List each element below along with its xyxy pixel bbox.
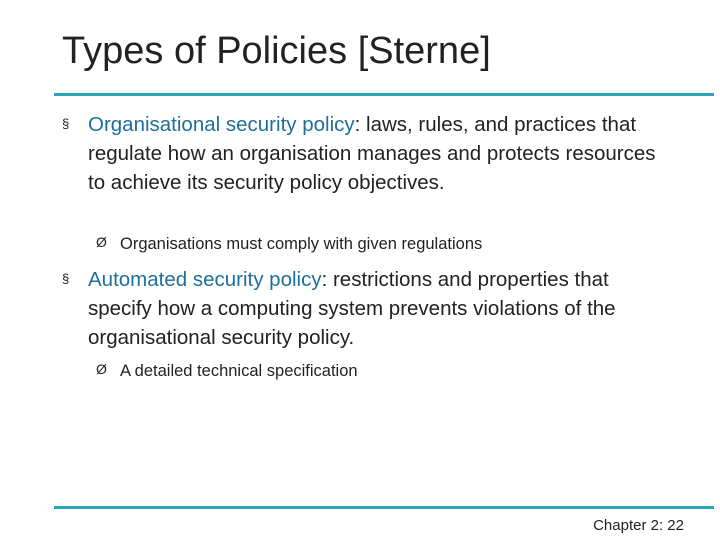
bullet-automated-policy <box>62 265 662 352</box>
sub-bullet-comply <box>96 233 656 255</box>
bullet-term: Organisational security policy <box>88 113 355 136</box>
sub-bullet-arrow-icon: Ø <box>96 361 107 377</box>
footer-divider <box>54 506 714 509</box>
bullet-organisational-policy <box>62 110 662 197</box>
sub-bullet-arrow-icon: Ø <box>96 234 107 250</box>
sub-bullet-specification <box>96 360 656 382</box>
bullet-marker: § <box>62 271 70 286</box>
slide-title: Types of Policies [Sterne] <box>62 30 491 72</box>
sub-bullet-text: Organisations must comply with given regulations <box>120 235 483 253</box>
bullet-term: Automated security policy <box>88 268 322 291</box>
title-divider <box>54 93 714 96</box>
bullet-description: : restrictions and properties that specify how a computing system prevents violations of the organisational security policy. <box>88 268 616 349</box>
bullet-text <box>88 265 662 352</box>
bullet-text <box>88 110 662 197</box>
slide-number: Chapter 2: 22 <box>593 517 684 534</box>
bullet-marker: § <box>62 116 70 131</box>
sub-bullet-text: A detailed technical specification <box>120 362 358 380</box>
bullet-description: : laws, rules, and practices that regulate how an organisation manages and protects resources to achieve its security policy objectives. <box>88 113 656 194</box>
